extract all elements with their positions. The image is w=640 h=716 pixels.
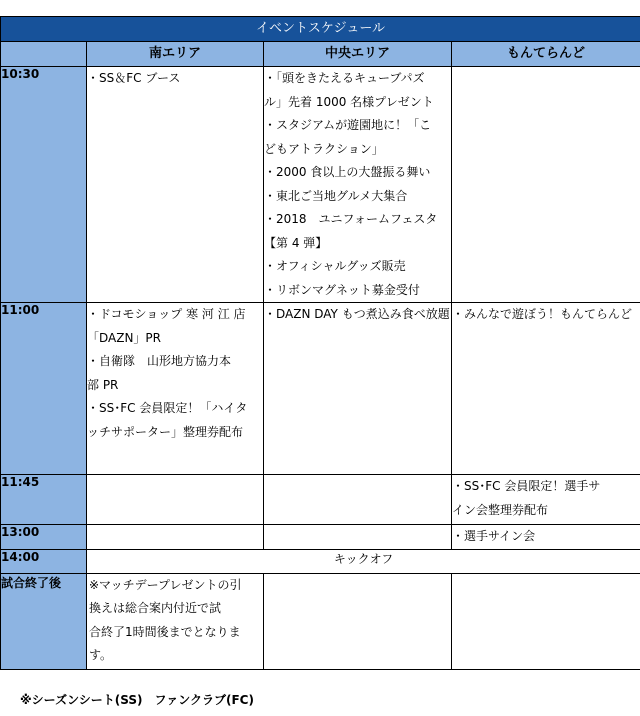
list-item: ・2000 食以上の大盤振る舞い <box>264 165 431 179</box>
south-cell <box>87 67 264 303</box>
list-item: 部 PR <box>87 377 119 392</box>
monte-cell <box>452 67 640 303</box>
list-item: ・東北ご当地グルメ大集合 <box>264 188 408 203</box>
central-cell <box>264 67 452 303</box>
table-title: イベントスケジュール <box>1 17 640 42</box>
time-cell: 試合終了後 <box>1 573 87 669</box>
central-cell <box>264 475 452 525</box>
table-row <box>1 475 640 525</box>
south-cell <box>87 303 264 475</box>
list-item: ・スタジアムが遊園地に！「こ <box>264 118 432 132</box>
monte-cell <box>452 303 640 475</box>
list-item: 【第 4 弾】 <box>264 235 328 250</box>
table-row <box>1 303 640 475</box>
column-header-south: 南エリア <box>87 42 264 67</box>
list-item: ッチサポーター」整理券配布 <box>87 424 244 439</box>
note-line: ※マッチデープレゼントの引 <box>89 577 242 592</box>
note-line: す。 <box>89 648 113 662</box>
list-item: どもアトラクション」 <box>264 141 384 156</box>
time-cell: 11:45 <box>1 475 87 525</box>
south-cell <box>87 525 264 550</box>
time-cell: 13:00 <box>1 525 87 550</box>
kickoff-cell: キックオフ <box>87 549 640 573</box>
time-cell: 10:30 <box>1 67 87 303</box>
list-item: ・ドコモショップ 寒 河 江 店 <box>87 307 246 321</box>
south-cell <box>87 475 264 525</box>
monte-cell <box>452 525 640 550</box>
note-line: 合終了1時間後までとなりま <box>89 624 241 639</box>
time-header <box>1 42 87 67</box>
list-item: 「DAZN」PR <box>87 330 162 345</box>
list-item: ル」先着 1000 名様プレゼント <box>264 94 434 109</box>
schedule-table <box>0 16 640 670</box>
time-cell: 11:00 <box>1 303 87 475</box>
list-item: ・SS＆FC ブース <box>87 71 181 85</box>
time-cell: 14:00 <box>1 549 87 573</box>
monte-cell <box>452 573 640 669</box>
list-item: ・オフィシャルグッズ販売 <box>264 259 406 273</box>
footnote: ※シーズンシート(SS) ファンクラブ(FC) <box>20 693 254 707</box>
list-item: ・リボンマグネット募金受付 <box>264 282 420 297</box>
table-row <box>1 549 640 573</box>
column-header-monte: もんてらんど <box>452 42 640 67</box>
list-item: ・自衛隊 山形地方協力本 <box>87 354 232 368</box>
list-item: イン会整理券配布 <box>452 502 549 517</box>
list-item: ・選手サイン会 <box>452 529 536 543</box>
table-row <box>1 573 640 669</box>
central-cell <box>264 303 452 475</box>
monte-cell <box>452 475 640 525</box>
list-item: ・SS･FC 会員限定！「ハイタ <box>87 401 248 415</box>
central-cell <box>264 525 452 550</box>
list-item: ・「頭をきたえるキューブパズ <box>264 71 425 85</box>
central-cell <box>264 573 452 669</box>
note-cell <box>87 573 264 669</box>
list-item: ・DAZN DAY もつ煮込み食べ放題 <box>264 307 450 321</box>
note-line: 換えは総合案内付近で試 <box>89 601 222 615</box>
list-item: ・2018 ユニフォームフェスタ <box>264 212 438 226</box>
list-item: ・みんなで遊ぼう！もんてらんど <box>452 307 633 321</box>
table-row <box>1 67 640 303</box>
table-row <box>1 525 640 550</box>
column-header-central: 中央エリア <box>264 42 452 67</box>
list-item: ・SS･FC 会員限定！選手サ <box>452 479 601 493</box>
